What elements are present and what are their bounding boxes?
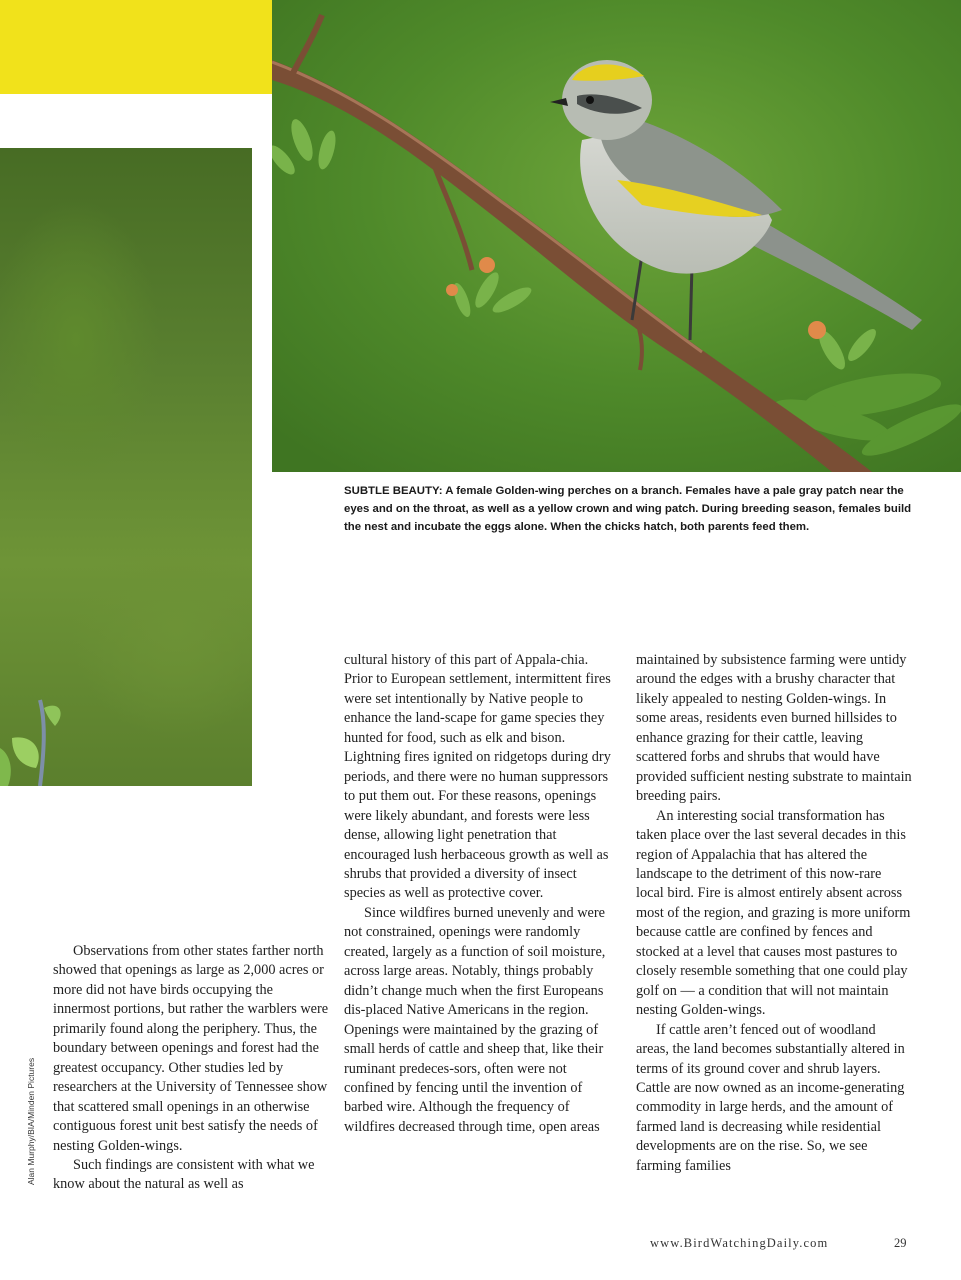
golden-winged-warbler-photo	[272, 0, 961, 472]
footer-website-link[interactable]: www.BirdWatchingDaily.com	[650, 1236, 829, 1250]
paragraph: Since wildfires burned unevenly and were not constrained, openings were randomly created, largely as a function of soil moisture, across large areas. Notably, things probably didn’t change much when the first Europeans dis-placed Native Americans in the region. Openings were maintained by the grazing of small herds of cattle and sheep that, like their ruminant predeces-sors, often were not confined by fencing until the invention of barbed wire. Although the frequency of wildfires decreased through time, open areas	[344, 904, 606, 1135]
caption-label: SUBTLE BEAUTY:	[344, 485, 443, 497]
left-foliage-photo	[0, 148, 252, 786]
caption-text: A female Golden-wing perches on a branch. Females have a pale gray patch near the eyes and on the throat, as well as a yellow crown and wing patch. During breeding season, females build the nest and incubate the eggs alone. When the chicks hatch, both parents feed them.	[344, 485, 912, 533]
paragraph: If cattle aren’t fenced out of woodland areas, the land becomes substantially altered in terms of its ground cover and shrub layers. Cattle are now owned as an income-generating commodity in large herds, and the amount of farmed land is decreasing while residential developments are on the rise. So, we see farming families	[636, 1021, 905, 1174]
paragraph: cultural history of this part of Appala-chia. Prior to European settlement, intermittent fires were set intentionally by Native people to enhance the land-scape for game species they hunted for food, such as elk and bison. Lightning fires ignited on ridgetops during dry periods, and there were no human suppressors to put them out. For these reasons, openings were likely abundant, and forests were less dense, allowing light penetration that encouraged lush herbaceous growth as well as shrubs that provided a diversity of insect species as well as protective cover.	[344, 652, 611, 902]
paragraph: maintained by subsistence farming were untidy around the edges with a brushy character that likely appealed to nesting Golden-wings. In some areas, residents even burned hillsides to enhance grazing for their cattle, leaving scattered forbs and shrubs that would have provided sufficient nesting substrate to maintain breeding pairs.	[636, 652, 912, 805]
photo-credit: Alan Murphy/BIA/Minden Pictures	[26, 1057, 36, 1185]
paragraph: Observations from other states farther north showed that openings as large as 2,000 acres or more did not have birds occupying the innermost portions, but rather the warblers were primarily found along the periphery. Thus, the boundary between openings and forest had the greatest occupancy. Other studies led by researchers at the University of Tennessee show that scattered small openings in an otherwise contiguous forest unit best satisfy the needs of nesting Golden-wings.	[53, 943, 329, 1154]
article-column-3	[636, 651, 912, 1176]
bird-on-branch-illustration	[272, 0, 961, 472]
article-column-1	[53, 942, 329, 1195]
page-number: 29	[894, 1236, 907, 1250]
paragraph: Such findings are consistent with what we know about the natural as well as	[53, 1156, 315, 1193]
yellow-accent-bar	[0, 0, 272, 94]
paragraph: An interesting social transformation has taken place over the last several decades in this region of Appalachia that has altered the landscape to the detriment of this now-rare local bird. Fire is almost entirely absent across most of the region, and grazing is more uniform because cattle are confined by fences and stocked at a level that causes most pastures to closely resemble something that one could play golf on — a condition that will not maintain nesting Golden-wings.	[636, 807, 911, 1019]
photo-caption	[344, 482, 914, 536]
article-column-2	[344, 651, 620, 1137]
foliage-illustration	[0, 148, 252, 786]
